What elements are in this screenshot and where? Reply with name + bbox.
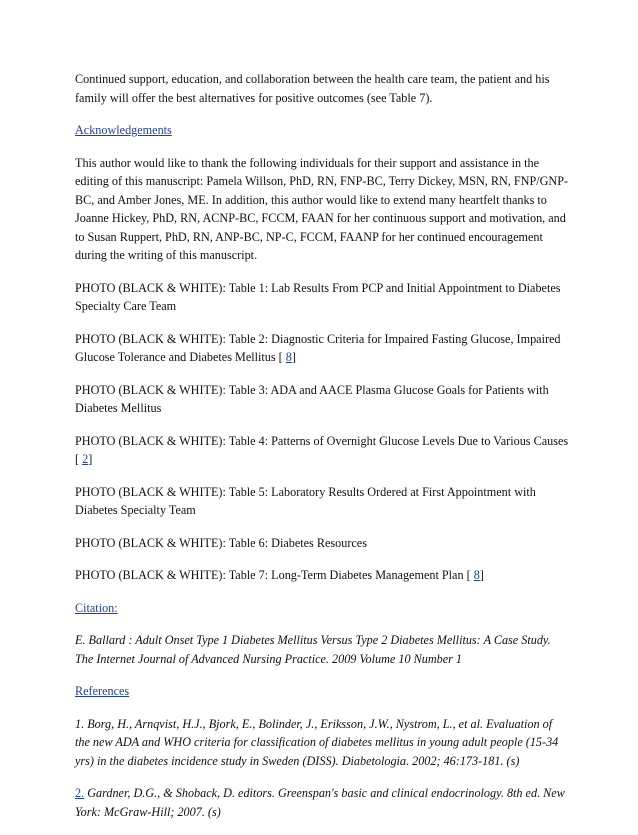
intro-paragraph: Continued support, education, and collaboration between the health care team, the patient and his family will offer the best alternatives for positive outcomes (see Table 7).	[75, 72, 550, 105]
reference-text: Gardner, D.G., & Shoback, D. editors. Greenspan's basic and clinical endocrinology. 8th ed. New York: McGraw-Hill; 2007. (s)	[75, 786, 565, 819]
reference-item-1	[75, 715, 570, 771]
photo-caption-2	[75, 330, 570, 367]
document-page	[75, 70, 570, 835]
photo-caption-7	[75, 566, 570, 585]
bracket-close: ]	[479, 568, 484, 582]
photo-caption-text: PHOTO (BLACK & WHITE): Table 5: Laboratory Results Ordered at First Appointment with Diabetes Specialty Team	[75, 484, 536, 517]
reference-link-2[interactable]: 2	[82, 452, 89, 466]
acknowledgements-body: This author would like to thank the following individuals for their support and assistance in the editing of this manuscript: Pamela Willson, PhD, RN, FNP-BC, Terry Dickey, MSN, RN, FNP/GNP-BC, and Amber Jones, ME. In addition, this author would like to extend many heartfelt thanks to Joanne Hickey, PhD, RN, ACNP-BC, FCCM, FAAN for her continuous support and motivation, and to Susan Ruppert, PhD, RN, ANP-BC, NP-C, FCCM, FAANP for her continued encouragement during the writing of this manuscript.	[75, 155, 569, 262]
photo-caption-text: PHOTO (BLACK & WHITE): Table 1: Lab Results From PCP and Initial Appointment to Diabetes Specialty Care Team	[75, 280, 561, 313]
reference-link-8[interactable]: 8	[473, 568, 480, 582]
citation-link[interactable]: Citation:	[75, 600, 118, 615]
reference-text: Borg, H., Arnqvist, H.J., Bjork, E., Bolinder, J., Eriksson, J.W., Nystrom, L., et al. Evaluation of the new ADA and WHO criteria for classification of diabetes mellitus in young adult people (15-34 yrs) in the diabetes incidence study in Sweden (DISS). Diabetologia. 2002; 46:173-181. (s)	[75, 716, 559, 768]
photo-caption-text: PHOTO (BLACK & WHITE): Table 3: ADA and AACE Plasma Glucose Goals for Patients with Diabetes Mellitus	[75, 382, 549, 415]
reference-number: 1.	[75, 716, 85, 731]
photo-caption-text: PHOTO (BLACK & WHITE): Table 4: Patterns of Overnight Glucose Levels Due to Various Causes [	[75, 433, 569, 466]
photo-caption-3	[75, 381, 570, 418]
citation-text: E. Ballard : Adult Onset Type 1 Diabetes Mellitus Versus Type 2 Diabetes Mellitus: A Case Study. The Internet Journal of Advanced Nursing Practice. 2009 Volume 10 Number 1	[75, 633, 551, 666]
photo-caption-4	[75, 432, 570, 469]
references-link[interactable]: References	[75, 684, 130, 698]
photo-caption-text: PHOTO (BLACK & WHITE): Table 2: Diagnostic Criteria for Impaired Fasting Glucose, Impaired Glucose Tolerance and Diabetes Mellitus [	[75, 331, 561, 364]
reference-link-8[interactable]: 8	[285, 350, 292, 364]
citation-heading-row	[75, 599, 570, 618]
references-heading-row	[75, 682, 570, 701]
photo-caption-text: PHOTO (BLACK & WHITE): Table 7: Long-Term Diabetes Management Plan [	[75, 568, 474, 582]
photo-caption-6	[75, 534, 570, 553]
reference-number-link[interactable]: 2.	[75, 786, 85, 800]
photo-caption-5	[75, 483, 570, 520]
bracket-close: ]	[291, 350, 296, 364]
acknowledgements-link[interactable]: Acknowledgements	[75, 123, 172, 137]
bracket-close: ]	[88, 452, 93, 466]
photo-caption-1	[75, 279, 570, 316]
reference-item-2	[75, 784, 570, 821]
acknowledgements-heading-row	[75, 121, 570, 140]
photo-caption-text: PHOTO (BLACK & WHITE): Table 6: Diabetes Resources	[75, 535, 367, 550]
